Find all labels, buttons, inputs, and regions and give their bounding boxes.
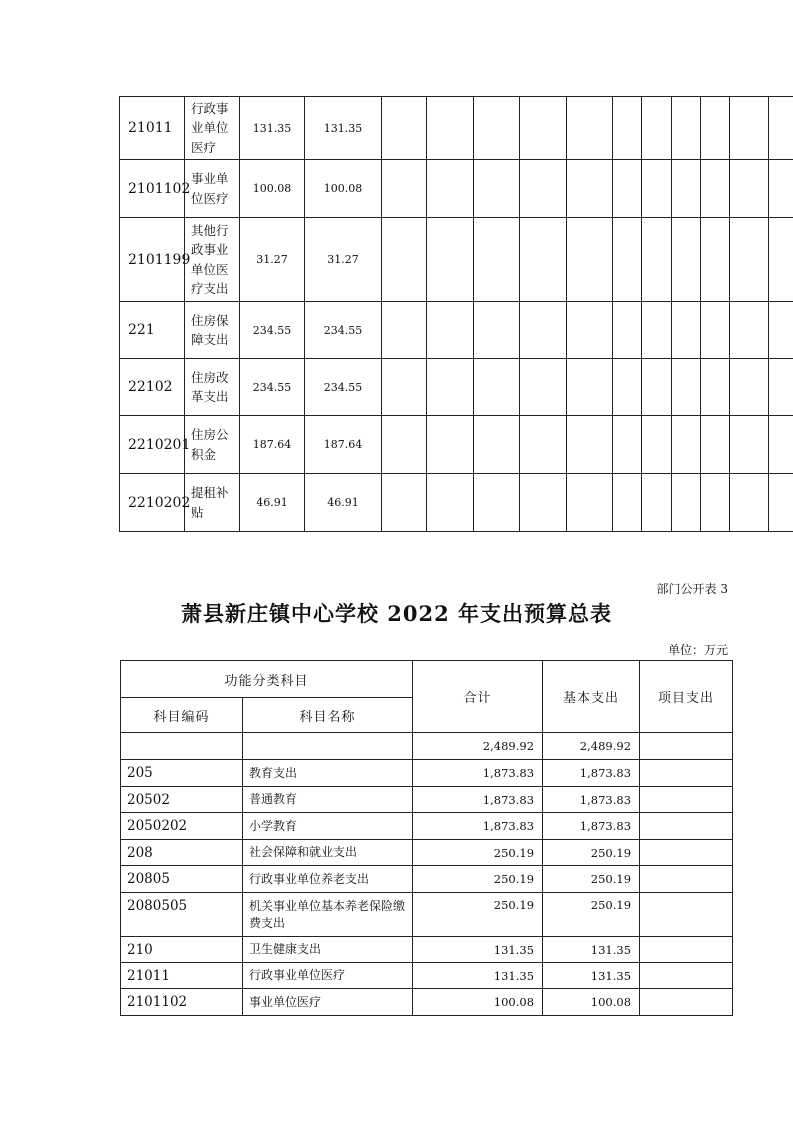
total-cell: 131.35 [413, 963, 543, 989]
table-row [120, 359, 793, 416]
code-cell: 2101199 [120, 218, 185, 302]
name-cell [243, 733, 413, 760]
total-cell: 234.55 [240, 302, 305, 359]
basic-cell: 46.91 [305, 474, 382, 532]
basic-cell: 2,489.92 [543, 733, 640, 760]
total-cell: 2,489.92 [413, 733, 543, 760]
name-cell: 行政事业单位医疗 [185, 97, 240, 160]
total-cell: 31.27 [240, 218, 305, 302]
total-cell: 250.19 [413, 893, 543, 937]
basic-cell: 234.55 [305, 359, 382, 416]
code-cell: 221 [120, 302, 185, 359]
name-cell: 事业单位医疗 [243, 989, 413, 1016]
project-cell [640, 866, 733, 893]
table-row [121, 787, 733, 813]
name-cell: 社会保障和就业支出 [243, 840, 413, 866]
name-cell: 机关事业单位基本养老保险缴费支出 [243, 893, 413, 937]
code-cell: 2101102 [120, 160, 185, 218]
header-total: 合计 [413, 661, 543, 733]
code-cell: 20805 [121, 866, 243, 893]
upper-budget-table [119, 96, 793, 532]
code-cell: 208 [121, 840, 243, 866]
code-cell: 205 [121, 760, 243, 787]
table-row [121, 760, 733, 787]
total-cell: 1,873.83 [413, 787, 543, 813]
header-row [121, 661, 733, 698]
name-cell: 小学教育 [243, 813, 413, 840]
code-cell: 21011 [121, 963, 243, 989]
code-cell: 21011 [120, 97, 185, 160]
table-row [120, 218, 793, 302]
total-cell: 1,873.83 [413, 813, 543, 840]
name-cell: 提租补贴 [185, 474, 240, 532]
name-cell: 住房保障支出 [185, 302, 240, 359]
expenditure-summary-table [120, 660, 733, 1016]
total-cell: 131.35 [413, 937, 543, 963]
basic-cell: 131.35 [305, 97, 382, 160]
code-cell [121, 733, 243, 760]
code-cell: 2080505 [121, 893, 243, 937]
name-cell: 事业单位医疗 [185, 160, 240, 218]
header-basic: 基本支出 [543, 661, 640, 733]
table-row [120, 416, 793, 474]
total-cell: 131.35 [240, 97, 305, 160]
basic-cell: 31.27 [305, 218, 382, 302]
unit-label: 单位：万元 [667, 643, 728, 657]
name-cell: 卫生健康支出 [243, 937, 413, 963]
basic-cell: 100.08 [543, 989, 640, 1016]
code-cell: 2050202 [121, 813, 243, 840]
basic-cell: 250.19 [543, 866, 640, 893]
basic-cell: 250.19 [543, 893, 640, 937]
total-cell: 187.64 [240, 416, 305, 474]
code-cell: 20502 [121, 787, 243, 813]
code-cell: 22102 [120, 359, 185, 416]
total-cell: 46.91 [240, 474, 305, 532]
basic-cell: 1,873.83 [543, 787, 640, 813]
basic-cell: 131.35 [543, 937, 640, 963]
table-row [121, 866, 733, 893]
table-row [121, 813, 733, 840]
project-cell [640, 963, 733, 989]
table-row [120, 302, 793, 359]
project-cell [640, 893, 733, 937]
name-cell: 住房公积金 [185, 416, 240, 474]
header-project: 项目支出 [640, 661, 733, 733]
project-cell [640, 813, 733, 840]
basic-cell: 131.35 [543, 963, 640, 989]
code-cell: 210 [121, 937, 243, 963]
code-cell: 2210201 [120, 416, 185, 474]
project-cell [640, 787, 733, 813]
table-row [121, 963, 733, 989]
total-cell: 100.08 [413, 989, 543, 1016]
project-cell [640, 760, 733, 787]
total-cell: 250.19 [413, 840, 543, 866]
header-group: 功能分类科目 [121, 661, 413, 698]
total-cell: 250.19 [413, 866, 543, 893]
total-cell: 100.08 [240, 160, 305, 218]
sheet-label: 部门公开表 3 [656, 582, 728, 596]
name-cell: 教育支出 [243, 760, 413, 787]
table-row [120, 160, 793, 218]
header-name: 科目名称 [243, 698, 413, 733]
basic-cell: 1,873.83 [543, 760, 640, 787]
basic-cell: 1,873.83 [543, 813, 640, 840]
code-cell: 2210202 [120, 474, 185, 532]
name-cell: 行政事业单位养老支出 [243, 866, 413, 893]
total-cell: 234.55 [240, 359, 305, 416]
basic-cell: 187.64 [305, 416, 382, 474]
table-row [120, 97, 793, 160]
project-cell [640, 840, 733, 866]
table-row [120, 474, 793, 532]
name-cell: 其他行政事业单位医疗支出 [185, 218, 240, 302]
project-cell [640, 989, 733, 1016]
table-row [121, 840, 733, 866]
name-cell: 普通教育 [243, 787, 413, 813]
table-row [121, 937, 733, 963]
page-title: 萧县新庄镇中心学校 2022 年支出预算总表 [180, 601, 613, 626]
table-row [121, 989, 733, 1016]
basic-cell: 100.08 [305, 160, 382, 218]
table-row [121, 893, 733, 937]
basic-cell: 234.55 [305, 302, 382, 359]
total-cell: 1,873.83 [413, 760, 543, 787]
project-cell [640, 733, 733, 760]
table-row [121, 733, 733, 760]
basic-cell: 250.19 [543, 840, 640, 866]
header-code: 科目编码 [121, 698, 243, 733]
code-cell: 2101102 [121, 989, 243, 1016]
name-cell: 住房改革支出 [185, 359, 240, 416]
name-cell: 行政事业单位医疗 [243, 963, 413, 989]
project-cell [640, 937, 733, 963]
